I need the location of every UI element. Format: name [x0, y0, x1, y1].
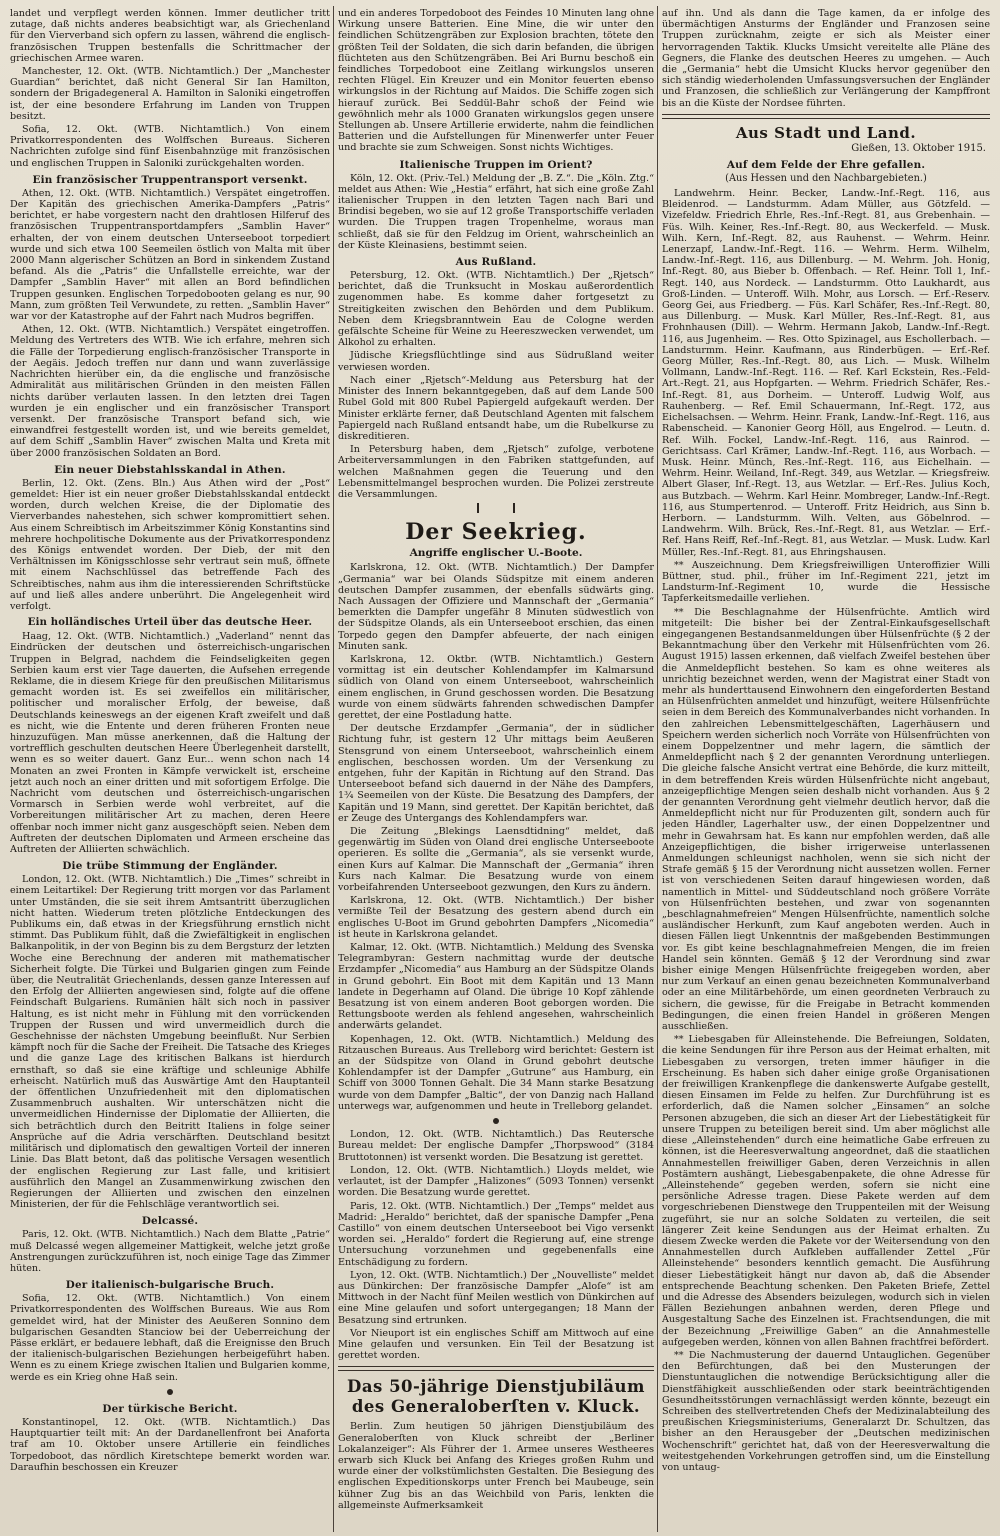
section-title-stadt-und-land: Aus Stadt und Land. — [735, 123, 917, 142]
headline-delcasse: Delcassé. — [141, 1215, 199, 1228]
article-paragraph: Manchester, 12. Okt. (WTB. Nichtamtlich.) Der „Manchester Guardian“ berichtet, daß nicht General Sir Ian Hamilton, sondern der Brigadegeneral A. Hamilton in Saloniki eingetroffen ist, der eine besondere Erfahrung im Landen von Truppen besitzt. — [10, 66, 330, 122]
section-title-seekrieg: Der Seekrieg. — [405, 519, 587, 546]
article-paragraph: Haag, 12. Okt. (WTB. Nichtamtlich.) „Vaderland“ nennt das Eindrücken der deutschen und österreichisch-ungarischen Truppen in Belgrad, nachdem die Feindseligkeiten gegen Serbien kaum erst vier Tage dauerten, die Aufsehen erregende Reklame, die in diesem Kriege für den preußischen Militarismus gemacht worden ist. Es sei zweifellos ein militärischer, politischer und moralischer Erfolg, der beweise, daß Deutschlands keineswegs an der eigenen Kraft zweifelt und daß es nicht, wie die Entente und deren früheren Fronten neue hinzuzufügen. Man müsse anerkennen, daß die Haltung der vortrefflich geschulten deutschen Heere Überlegenheit darstellt, wenn es so weiter dauert. Ganz Eur... wenn schon nach 14 Monaten an zwei Fronten in Kämpfe verwickelt ist, erscheine jetzt auch noch an einer dritten und mit sofortigem Erfolge. Die Nachricht vom deutschen und österreichisch-ungarischen Vormarsch in Serbien werde wohl verbreitet, auf die Vorbereitungen militärischer Art zu machen, deren Heere offenbar noch immer nicht ganz ausgeschöpft seien. Neben dem Auftreten der deutschen Diplomaten und Armeen erscheine das Auftreten der Alliierten schwächlich. — [10, 631, 330, 856]
article-paragraph: Sofia, 12. Okt. (WTB. Nichtamtlich.) Von einem Privatkorrespondenten des Wolffschen Bureaus. Sicheren Nachrichten zufolge sind fünf Eisenbahnzüge mit französischen und englischen Truppen in Saloniki zurückgehalten worden. — [10, 124, 330, 169]
section-ornament — [338, 502, 654, 513]
headline-aus-russland: Aus Rußland. — [455, 256, 537, 269]
article-paragraph: Paris, 12. Okt. (WTB. Nichtamtlich.) Nach dem Blatte „Patrie“ muß Delcassé wegen allgemeiner Mattigkeit, welche jetzt große Anstrengungen zurückzuführen ist, noch einige Tage das Zimmer hüten. — [10, 1229, 330, 1274]
article-paragraph: Karlskrona, 12. Oktbr. (WTB. Nichtamtlich.) Gestern vormittag ist ein deutscher Kohlendampfer im Kalmarsund südlich von Oland von einem Unterseeboot, wahrscheinlich einem englischen, in Grund geschossen worden. Die Besatzung wurde von einem südwärts fahrenden schwedischen Dampfer gerettet, der eine Postladung hatte. — [338, 653, 654, 721]
column-1 — [10, 8, 330, 1530]
article-paragraph: London, 12. Okt. (WTB. Nichtamtlich.) Lloyds meldet, wie verlautet, ist der Dampfer „Halizones“ (5093 Tonnen) versenkt worden. Die Besatzung wurde gerettet. — [338, 1164, 654, 1199]
article-paragraph: Paris, 12. Okt. (WTB. Nichtamtlich.) Der „Temps“ meldet aus Madrid: „Heraldo“ berichtet, daß der spanische Dampfer „Pena Castillo“ von einem deutschen Unterseeboot bei Vigo versenkt worden sei. „Heraldo“ fordert die Regierung auf, eine strenge Untersuchung vorzunehmen und gegebenenfalls eine Entschädigung zu fordern. — [338, 1200, 654, 1268]
article-paragraph: Kalmar, 12. Okt. (WTB. Nichtamtlich.) Meldung des Svenska Telegrambyran: Gestern nachmittag wurde der deutsche Erzdampfer „Nicomedia“ aus Hamburg an der Südspitze Olands in Grund gebohrt. Ein Boot mit dem Kapitän und 13 Mann landete in Degerhamn auf Oland. Die übrige 10 Kopf zählende Besatzung ist von einem anderen Boot geborgen worden. Die Rettungsboote werden als fehlend angesehen, wahrscheinlich anderwärts gelandet. — [338, 942, 654, 1032]
column-rule-right — [657, 6, 658, 1532]
headline-felde-der-ehre: Auf dem Felde der Ehre gefallen. — [726, 159, 926, 172]
article-paragraph: ** Liebesgaben für Alleinstehende. Die Befreiungen, Soldaten, die keine Sendungen für ihre Person aus der Heimat erhalten, mit Liebesgaben zu versorgen, treten immer häufiger in die Erscheinung. Es haben sich daher einige große Organisationen der freiwilligen Krankenpflege die dankenswerte Aufgabe gestellt, diesen Einsamen im Felde zu helfen. Zur Durchführung ist es erforderlich, daß die Namen solcher „Einsamen“ an solche Personen abzugeben, die sich an dieser Art der Liebestätigkeit für unsere Truppen zu beteiligen bereit sind. Um aber möglichst alle diese „Alleinstehenden“ durch eine heimatliche Gabe erfreuen zu können, ist die Heeresverwaltung angeordnet, daß die staatlichen Annahmestellen freiwilliger Gaben, deren Verzeichnis in allen Postämtern aushängt, Liebesgabenpakete, die ohne Adresse für „Alleinstehende“ gegeben werden, sofern sie nicht eine persönliche Adresse tragen. Diese Pakete werden auf dem vorgeschriebenen Dienstwege den Truppenteilen mit der Weisung zugeführt, sie nur an solche Soldaten zu verteilen, die seit längerer Zeit keine Sendungen aus der Heimat erhalten. Zu diesem Zwecke werden die Pakete vor der Weitersendung von den Annahmestellen durch Aufkleben auffallender Zettel „Für Alleinstehende“ besonders kenntlich gemacht. Die Ausführung dieser Liebestätigkeit hängt nur davon ab, daß die Absender entsprechende Beachtung schenken. Den Paketen Briefe, Zettel und die Adresse des Absenders beizulegen, wodurch sich in vielen Fällen Beziehungen anbahnen werden, deren Pflege und Ausgestaltung Sache des Einzelnen ist. Frachtsendungen, die mit der Bezeichnung „Freiwillige Gaben“ an die Annahmestelle aufgegeben werden, können von allen Bahnen frachtfrei befördert. — [662, 1034, 990, 1348]
article-paragraph: landet und verpflegt werden können. Immer deutlicher tritt zutage, daß nichts anderes beabsichtigt war, als Griechenland für den Vierverband sich opfern zu lassen, während die englisch-französischen Truppen bestenfalls die Schrittmacher der griechischen Armee waren. — [10, 8, 330, 64]
article-paragraph: und ein anderes Torpedoboot des Feindes 10 Minuten lang ohne Wirkung unsere Batterien. Eine Mine, die wir unter den feindlichen Schützengräben zur Explosion brachten, tötete den größten Teil der Soldaten, die sich darin befanden, die übrigen flüchteten aus den Schützengräben. Bei Ari Burnu beschoß ein feindliches Torpedoboot eine Zeitlang wirkungslos unseren rechten Flügel. Ein Kreuzer und ein Monitor feuerten ebenso wirkungslos in der Richtung auf Maidos. Die Schiffe zogen sich hierauf zurück. Bei Seddül-Bahr schoß der Feind wie gewöhnlich mehr als 1000 Granaten wirkungslos gegen unsere Stellungen ab. Unsere Artillerie erwiderte, nahm die feindlichen Batterien und die Aufstellungen für Minenwerfer unter Feuer und brachte sie zum Schweigen. Sonst nichts Wichtiges. — [338, 8, 654, 154]
headline-diebstahlsskandal: Ein neuer Diebstahlsskandal in Athen. — [54, 463, 286, 476]
casualty-list: Landwehrm. Heinr. Becker, Landw.-Inf.-Regt. 116, aus Bleidenrod. — Landsturmm. Adam Müller, aus Götzfeld. — Vizefeldw. Friedrich Ehrle, Res.-Inf.-Regt. 81, aus Grebenhain. — Füs. Wilh. Keiner, Res.-Inf.-Regt. 80, aus Weckerfeld. — Musk. Wilh. Kern, Inf.-Regt. 82, aus Rauhenst. — Wehrm. Heinr. Lenerzapf, Landw.-Inf.-Regt. 116. — Wehrm. Herm. Wilhelm, Landw.-Inf.-Regt. 116, aus Dillenburg. — M. Wehrm. Joh. Honig, Inf.-Regt. 80, aus Bieber b. Offenbach. — Ref. Heinr. Toll 1, Inf.-Regt. 140, aus Nordeck. — Landsturmm. Otto Laukhardt, aus Groß-Linden. — Unteroff. Wilh. Mohr, aus Lorsch. — Erf.-Reserv. Georg Gei, aus Friedberg. — Füs. Karl Schäfer, Res.-Inf.-Regt. 80, aus Dillenburg. — Musk. Karl Müller, Res.-Inf.-Regt. 81, aus Frohnhausen (Dill). — Wehrm. Hermann Jakob, Landw.-Inf.-Regt. 116, aus Jugenheim. — Res. Otto Spizinagel, aus Eschollerbach. — Landsturmm. Heinr. Kaufmann, aus Rinderbügen. — Erf.-Ref. Georg Müller, Res.-Inf.-Regt. 80, aus Lich. — Musk. Wilhelm Vollmann, Landw.-Inf.-Regt. 116. — Ref. Karl Eckstein, Res.-Feld-Art.-Regt. 21, aus Hopfgarten. — Wehrm. Friedrich Schäfer, Res.-Inf.-Regt. 81, aus Dorheim. — Unteroff. Ludwig Wolf, aus Rauhenberg. — Ref. Emil Schauermann, Inf.-Regt. 172, aus Eichelsachsen. — Wehrm. Heinr. Frank, Landw.-Inf.-Regt. 116, aus Rabenscheid. — Kanonier Georg Höll, aus Engelrod. — Leutn. d. Ref. Wilh. Fockel, Landw.-Inf.-Regt. 116, aus Rainrod. — Gerichtsass. Carl Krämer, Landw.-Inf.-Regt. 116, aus Worbach. — Musk. Heinr. Münch, Res.-Inf.-Regt. 116, aus Eichelhain. — Wehrm. Heinr. Weiland, Inf.-Regt. 349, aus Wetzlar. — Kriegsfreiw. Albert Glaser, Inf.-Regt. 13, aus Wetzlar. — Erf.-Res. Julius Koch, aus Butzbach. — Wehrm. Karl Heinr. Mombreger, Landw.-Inf.-Regt. 116, aus Stumpertenrod. — Unteroff. Fritz Heidrich, aus Sinn b. Herborn. — Landsturmm. Wilh. Velten, aus Göbelnrod. — Landwehrm. Wilh. Brück, Res.-Inf.-Regt. 81, aus Wetzlar. — Erf.-Ref. Hans Reiff, Ref.-Inf.-Regt. 81, aus Wetzlar. — Musk. Ludw. Karl Müller, Res.-Inf.-Regt. 81, aus Ehringshausen. — [662, 188, 990, 558]
article-paragraph: Konstantinopel, 12. Okt. (WTB. Nichtamtlich.) Das Hauptquartier teilt mit: An der Dardanellenfront bei Anaforta traf am 10. Oktober unsere Artillerie ein feindliches Torpedoboot, das nördlich Kiretschtepe bemerkt worden war. Daraufhin beschossen ein Kreuzer — [10, 1416, 330, 1473]
dateline: Gießen, 13. Oktober 1915. — [851, 142, 986, 154]
column-rule-left — [333, 6, 334, 1532]
article-paragraph: In Petersburg haben, dem „Rjetsch“ zufolge, verbotene Arbeiterversammlungen in den Fabriken stattgefunden, auf welchen Maßnahmen gegen die Teuerung und den Lebensmittelmangel besprochen wurden. Die Polizei zerstreute die Versammlungen. — [338, 444, 654, 500]
article-paragraph: Athen, 12. Okt. (WTB. Nichtamtlich.) Verspätet eingetroffen. Der Kapitän des griechischen Amerika-Dampfers „Patris“ berichtet, er habe vorgestern nacht den drahtlosen Hilferuf des französischen Truppentransportdampfers „Samblin Haver“ erhalten, der von einem deutschen Unterseeboot torpediert wurde und sich etwa 100 Seemeilen östlich von Malta mit über 2000 Mann algerischer Schützen an Bord in sinkendem Zustand befand. Als die „Patris“ die Unfallstelle erreichte, war der Dampfer „Samblin Haver“ mit allen an Bord befindlichen Truppen gesunken. Englischen Torpedobooten gelang es nur, 90 Mann, zum größten Teil Verwundete, zu retten. „Samblin Haver“ war vor der Katastrophe auf der Fahrt nach Mudros begriffen. — [10, 187, 330, 323]
horizontal-rule — [338, 1366, 654, 1371]
headline-stimmung-englaender: Die trübe Stimmung der Engländer. — [62, 860, 278, 873]
bracket-ornament-icon — [477, 503, 515, 513]
subtitle-nachbargebiete: (Aus Hessen und den Nachbargebieten.) — [725, 173, 927, 185]
headline-tuerkischer-bericht: Der türkische Bericht. — [102, 1402, 238, 1415]
separator-ornament — [338, 1116, 654, 1127]
article-paragraph: Köln, 12. Okt. (Priv.-Tel.) Meldung der „B. Z.“. Die „Köln. Ztg.“ meldet aus Athen: Wie „Hestia“ erfährt, hat sich eine große Zahl italienischer Truppen in den letzten Tagen nach Bari und Brindisi begeben, wo sie auf 12 große Transportschiffe verladen wurden. Die Truppen tragen Tropenhelme, woraus man schließt, daß sie für den Feldzug im Orient, wahrscheinlich an der Küste Kleinasiens, bestimmt seien. — [338, 172, 654, 251]
headline-truppentransport: Ein französischer Truppentransport versenkt. — [32, 173, 308, 186]
separator-ornament — [10, 1387, 330, 1398]
headline-italienische-truppen: Italienische Truppen im Orient? — [399, 158, 593, 171]
article-paragraph: auf ihn. Und als dann die Tage kamen, da er infolge des übermächtigen Ansturms der Engländer und Franzosen seine Truppen zurücknahm, zeigte er sich als Meister einer hervorragenden Taktik. Klucks Umsicht vereitelte alle Pläne des Gegners, die Flanke des deutschen Heeres zu umgehen. — Auch die „Germania“ hebt die Umsicht Klucks hervor gegenüber den sich ständig wiederholenden Umfassungsversuchen der Engländer und Franzosen, die schließlich zur Verlängerung der Kampffront bis an die Küste der Nordsee führten. — [662, 8, 990, 109]
article-paragraph: Vor Nieuport ist ein englisches Schiff am Mittwoch auf eine Mine gelaufen und versunken. Ein Teil der Besatzung ist gerettet worden. — [338, 1327, 654, 1362]
article-paragraph: Karlskrona, 12. Okt. (WTB. Nichtamtlich.) Der Dampfer „Germania“ war bei Olands Südspitze mit einem anderen deutschen Dampfer zusammen, der ebenfalls südwärts ging. Nach Aussagen der Offiziere und Mannschaft der „Germania“ bemerkten die Dampfer ungefähr 8 Minuten südwestlich von der Südspitze Olands, als ein Unterseeboot erschien, das einen Torpedo gegen den Dampfer abfeuerte, der nach einigen Minuten sank. — [338, 562, 654, 652]
article-paragraph: ** Die Nachmusterung der dauernd Untauglichen. Gegenüber den Befürchtungen, daß bei den Musterungen der Dienstuntauglichen die notwendige Berücksichtigung aller die Dienstfähigkeit ausschließenden oder stark beeinträchtigenden Gesundheitsstörungen vernachlässigt werden könnte, bezeugt ein Schreiben des stellvertretenden Chefs der Medizinalabteilung des preußischen Kriegsministeriums, Generalarzt Dr. Schultzen, das bisher an den Herausgeber der „Deutschen medizinischen Wochenschrift“ gerichtet hat, daß von der Heeresverwaltung die weitestgehenden Vorkehrungen getroffen sind, um die Einstellung von untaug- — [662, 1349, 990, 1473]
dot-ornament-icon — [493, 1118, 499, 1124]
article-paragraph: Athen, 12. Okt. (WTB. Nichtamtlich.) Verspätet eingetroffen. Meldung des Vertreters des WTB. Wie ich erfahre, mehren sich die Fälle der Torpedierung englisch-französischer Transporte in der Aegäis. Jedoch treffen nur dann und wann zuverlässige Nachrichten hierüber ein, da die englische und französische Admiralität aus militärischen Gründen in den meisten Fällen nichts darüber verlauten lassen. In den letzten drei Tagen wurden je ein englischer und ein französischer Transport versenkt. Der französische Transport befand sich, wie einwandfrei festgestellt worden ist, und wie bereits gemeldet, auf dem Schiff „Samblin Haver“ zwischen Malta und Kreta mit über 2000 französischen Soldaten an Bord. — [10, 324, 330, 459]
article-paragraph: Die Zeitung „Blekings Laensdtidning“ meldet, daß gegenwärtig im Süden von Oland drei englische Unterseeboote operieren. Es sollte die „Germania“, als sie versenkt wurde, einen Kurs auf Kalmar. Die Mannschaft der „Germania“ ihren Kurs nach Kalmar. Die Besatzung wurde von einem vorbeifahrenden Unterseeboot gezwungen, den Kurs zu ändern. — [338, 826, 654, 894]
column-3 — [662, 8, 990, 1530]
headline-hollaendisches-urteil: Ein holländisches Urteil über das deutsche Heer. — [27, 617, 313, 629]
article-paragraph: Kopenhagen, 12. Okt. (WTB. Nichtamtlich.) Meldung des Ritzauschen Bureaus. Aus Trelleborg wird berichtet: Gestern ist an der Südspitze von Oland in Grund gebohrt deutsche Kohlendampfer ist der Dampfer „Gutrune“ aus Hamburg, ein Schiff von 3000 Tonnen Gehalt. Die 34 Mann starke Besatzung wurde von dem Dampfer „Baltic“, der von Danzig nach Halland unterwegs war, aufgenommen und heute in Trelleborg gelandet. — [338, 1033, 654, 1112]
article-paragraph: London, 12. Okt. (WTB. Nichtamtlich.) Das Reutersche Bureau meldet: Der englische Dampfer „Thorpswood“ (3184 Bruttotonnen) ist versenkt worden. Die Besatzung ist gerettet. — [338, 1129, 654, 1163]
article-paragraph: Sofia, 12. Okt. (WTB. Nichtamtlich.) Von einem Privatkorrespondenten des Wolffschen Bureaus. Wie aus Rom gemeldet wird, hat der Minister des Aeußeren Sonnino dem bulgarischen Gesandten Stanciow bei der Ueberreichung der Pässe erklärt, er bedauere lebhaft, daß die Ereignisse den Bruch der italienisch-bulgarischen Beziehungen herbeigeführt haben. Wenn es zu einem Kriege zwischen Italien und Bulgarien komme, werde es ein Krieg ohne Haß sein. — [10, 1293, 330, 1383]
article-paragraph: ** Die Beschlagnahme der Hülsenfrüchte. Amtlich wird mitgeteilt: Die bisher bei der Zentral-Einkaufsgesellschaft eingegangenen Bestandsanmeldungen über Hülsenfrüchte (§ 2 der Bekanntmachung über den Verkehr mit Hülsenfrüchten vom 26. August 1915) lassen erkennen, daß vielfach Zweifel bestehen über die Anmeldepflicht bestehen. So kam es ohne weiteres als unrichtig bezeichnet werden, wenn der Magistrat einer Stadt von mehr als hunderttausend Einwohnern den eingeforderten Bestand an Hülsenfrüchten anmeldet und hinzufügt, weitere Hülsenfrüchte seien in dem Bereich des Kommunalverbandes nicht vorhanden. In den zahlreichen Lebensmittelgeschäften, Lagerhäusern und Speichern werden sicherlich noch Vorräte von Hülsenfrüchten von einem Doppelzentner und mehr lagern, die sämtlich der Anmeldepflicht nach § 2 der genannten Verordnung unterliegen. Die gleiche falsche Ansicht vertrat eine Behörde, die kurz mitteilt, in dem betreffenden Kreis würden Hülsenfrüchte nicht angebaut, anzeigepflichtige Mengen seien deshalb nicht vorhanden. Aus § 2 der genannten Verordnung geht vielmehr deutlich hervor, daß die Anmeldepflicht nicht nur für Produzenten gilt, sondern auch für jeden Händler, Lagerhalter usw., der einen Doppelzentner und mehr in Gewahrsam hat. Es kann nur empfohlen werden, daß alle Anzeigepflichtigen, die bisher irrigerweise unterlassenen Anmeldungen schleunigst nachholen, wenn sie sich nicht der Strafe gemäß § 15 der Verordnung nicht aussetzen wollen. Ferner ist von verschiedenen Seiten darauf hingewiesen worden, daß namentlich in Mittel- und Süddeutschland noch größere Vorräte von Hülsenfrüchten bestehen, und zwar von sogenannten „beschlagnahmefreien“ Mengen Hülsenfrüchte, namentlich solche ausländischer Herkunft, zum Kauf angeboten werden. Auch in diesen Fällen liegt Unkenntnis der maßgebenden Bestimmungen vor. Es gibt keine beschlagnahmefreien Mengen, die im freien Handel sein könnten. Gemäß § 12 der Verordnung sind zwar bisher einige Mengen Hülsenfrüchte freigegeben worden, aber nur zum Verkauf an einen genau bezeichneten Kommunalverband oder an eine Militärbehörde, um einen geordneten Verbrauch zu sichern, die gewisse, für die Freigabe in Betracht kommenden Bedingungen, die einen freien Handel in größeren Mengen ausschließen. — [662, 606, 990, 1033]
article-paragraph: Nach einer „Rjetsch“-Meldung aus Petersburg hat der Minister des Innern bekanntgegeben, daß auf dem Lande 500 Rubel Gold mit 800 Rubel Papiergeld aufgekauft werden. Der Minister erklärte ferner, daß Deutschland Agenten mit falschem Papiergeld nach Rußland entsandt habe, um die Rubelkurse zu diskreditieren. — [338, 374, 654, 442]
horizontal-rule — [662, 114, 990, 119]
article-paragraph: Lyon, 12. Okt. (WTB. Nichtamtlich.) Der „Nouvelliste“ meldet aus Dünkirchen: Der französische Dampfer „Aloſe“ ist am Mittwoch in der Nacht fünf Meilen westlich von Dünkirchen auf eine Mine gelaufen und sofort untergegangen; 18 Mann der Besatzung sind ertrunken. — [338, 1269, 654, 1326]
article-paragraph: Petersburg, 12. Okt. (WTB. Nichtamtlich.) Der „Rjetsch“ berichtet, daß die Trunksucht in Moskau außerordentlich zugenommen habe. Es komme daher fortgesetzt zu Streitigkeiten zwischen den Behörden und dem Publikum. Neben dem Kriegsbranntwein Eau de Cologne werden gefälschte Scheine für Weine zu Heereszwecken verwendet, um Alkohol zu erhalten. — [338, 270, 654, 349]
article-paragraph: Berlin. Zum heutigen 50 jährigen Dienstjubiläum des Generaloberſten von Kluck schreibt der „Berliner Lokalanzeiger“: Als Führer der 1. Armee unseres Westheeres erwarb sich Kluck bei Anfang des Krieges großen Ruhm und wurde einer der volkstümlichsten Gestalten. Die Besiegung des englischen Expeditionskorps unter French bei Maubeuge, sein kühner Zug bis an das Weichbild von Paris, lenkten die allgemeinste Aufmerksamkeit — [338, 1421, 654, 1511]
dot-ornament-icon — [167, 1389, 173, 1395]
headline-italienisch-bulgarisch: Der italienisch-bulgarische Bruch. — [65, 1279, 275, 1292]
article-paragraph: Jüdische Kriegsflüchtlinge sind aus Südrußland weiter verwiesen worden. — [338, 350, 654, 373]
article-paragraph: ** Auszeichnung. Dem Kriegsfreiwilligen Unteroffizier Willi Büttner, stud. phil., früher im Inf.-Regiment 221, jetzt im Landsturm-Inf.-Regiment 10, wurde die Hessische Tapferkeitsmedaille verliehen. — [662, 559, 990, 605]
headline-kluck-jubilaeum: Das 50-jährige Dienstjubiläum des Generaloberſten v. Kluck. — [347, 1377, 645, 1417]
column-2 — [338, 8, 654, 1530]
article-paragraph: Der deutsche Erzdampfer „Germania“, der in südlicher Richtung fuhr, ist gestern 12 Uhr mittags beim Aeußeren Stensgrund von einem Unterseeboot, wahrscheinlich einem englischen, beschossen worden. Um der Versenkung zu entgehen, fuhr der Kapitän in Richtung auf den Strand. Das Unterseeboot befand sich dauernd in der Nähe des Dampfers, 1¾ Seemeilen von der Küste. Die Besatzung des Dampfers, der Kapitän und 19 Mann, sind gerettet. Der Kapitän berichtet, daß er Zeuge des Untergangs des Kohlendampfers war. — [338, 723, 654, 824]
article-paragraph: Berlin, 12. Okt. (Zens. Bln.) Aus Athen wird der „Post“ gemeldet: Hier ist ein neuer großer Diebstahlsskandal entdeckt worden, durch welchen Kreise, die der Diplomatie des Vierverbandes nahestehen, sich schwer kompromittiert sehen. Aus einem Schreibtisch im Arbeitszimmer König Konstantins sind mehrere hochpolitische Dokumente aus der Privatkorrespondenz des Königs entwendet worden. Der Dieb, der mit den Verhältnissen im Königsschlosse sehr vertraut sein muß, öffnete mit einem Nachschlüssel das betreffende Fach des Schreibtisches, nahm aus ihm die interessierenden Schriftstücke auf und ließ alles andere unberührt. Die Angelegenheit wird verfolgt. — [10, 477, 330, 612]
article-paragraph: Karlskrona, 12. Okt. (WTB. Nichtamtlich.) Der bisher vermißte Teil der Besatzung des gestern abend durch ein englisches U-Boot im Grund gebohrten Dampfers „Nicomedia“ ist heute in Karlskrona gelandet. — [338, 895, 654, 940]
article-paragraph: London, 12. Okt. (WTB. Nichtamtlich.) Die „Times“ schreibt in einem Leitartikel: Der Regierung tritt morgen vor das Parlament unter Umständen, die sie seit ihrem Amtsantritt überzuglichen nicht hatten. Wiederum treten plötzliche Entdeckungen des Publikums ein, daß etwas in der Kriegsführung ernstlich nicht stimmt. Das Publikum fühlt, daß die Zwiefältigkeit in englischen Balkanpolitik, in der von Beginn bis zu dem Bergsturz der letzten Woche eine Berechnung der anderen mit mathematischer Sicherheit folgte. Die Türkei und Bulgarien gingen zum Feinde über, die Neutralität Griechenlands, dessen ganze Interessen auf den Erfolg der Alliierten angewiesen sind, folgte auf die offene Feindschaft Bulgariens. Rumänien hält sich noch in passiver Haltung, es ist nicht mehr in Fühlung mit den vorrückenden Truppen der Russen und wird unvermeidlich durch die Geschehnisse der nächsten Umgebung beeinflußt. Nur Serbien kämpft noch für die Sache der Freiheit. Die Tatsache des Krieges und die ganze Lage des kritischen Balkans ist hierdurch ernsthaft, so daß sie eine kräftige und schleunige Abhilfe erheischt. Natürlich muß das Auswärtige Amt den Hauptanteil der öffentlichen Unzufriedenheit mit den diplomatischen Zusammenbruch aushalten. Wir unterschätzen nicht die unvermeidlichen Hindernisse der Diplomatie der Alliierten, die sich beträchtlich durch den Beitritt Italiens in folge seiner Ansprüche auf die Adria verschärften. Deutschland besitzt militärisch und diplomatisch den gewaltigen Vorteil der inneren Linie. Das Blatt betont, daß das politische Versagen wesentlich der englischen Regierung zur Last falle, und kritisiert ausführlich den Mangel an Zusammenwirkung zwischen den Regierungen der Alliierten und zwischen den einzelnen Ministerien, der für die Fehlschläge verantwortlich sei. — [10, 874, 330, 1211]
subtitle-u-boote: Angriffe englischer U.-Boote. — [409, 547, 583, 560]
